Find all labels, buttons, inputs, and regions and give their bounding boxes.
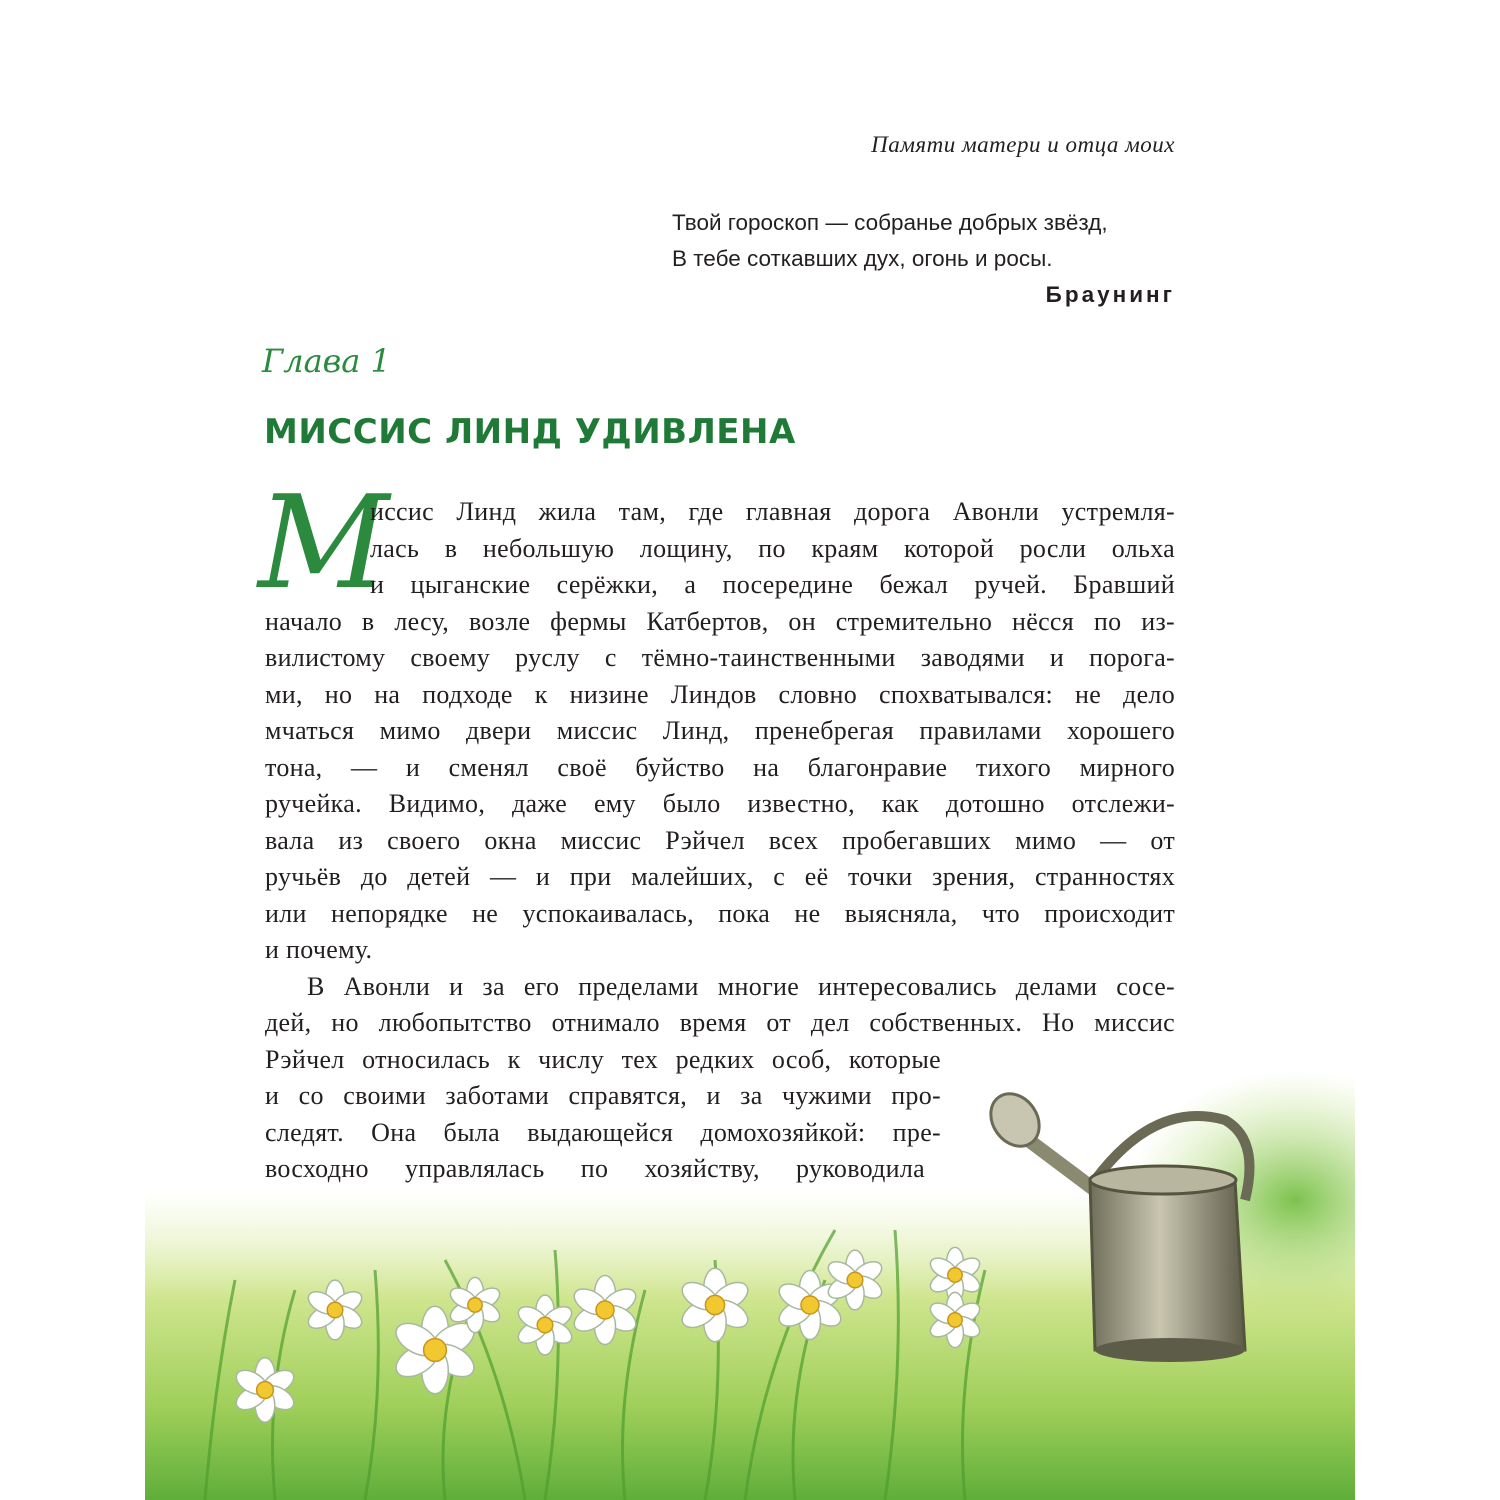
text-line: ручейка. Видимо, даже ему было известно, как дотошно отслежи- [265,789,1175,818]
daffodil-icon [305,1280,366,1340]
daffodil-icon [927,1247,983,1302]
chapter-title: МИССИС ЛИНД УДИВЛЕНА [264,412,796,452]
text-line: и цыганские серёжки, а посередине бежал ручей. Бравший [370,570,1175,599]
epigraph-author: Браунинг [1045,282,1175,307]
text-line: дей, но любопытство отнимало время от дел собственных. Но миссис [265,1008,1175,1037]
text-line: ми, но на подходе к низине Линдов словно спохватывался: не дело [265,679,1175,709]
text-line: тона, — и сменял своё буйство на благонравие тихого мирного [265,752,1175,782]
daffodil-icon [570,1276,640,1345]
text-line: ручьёв до детей — и при малейших, с её точки зрения, странностях [265,862,1175,891]
text-line: начало в лесу, возле фермы Катбертов, он стремительно нёсся по из- [265,606,1175,636]
daffodil-icon [515,1295,576,1355]
daffodil-icon [447,1277,503,1332]
text-line: Рэйчел относилась к числу тех редких особ, которые [265,1044,941,1074]
drop-cap: М [258,469,390,618]
text-line: следят. Она была выдающейся домохозяйкой: пре- [265,1117,941,1147]
text-line: мчаться мимо двери миссис Линд, пренебрегая правилами хорошего [265,716,1175,745]
text-line: и со своими заботами справятся, и за чужими про- [265,1081,941,1110]
text-line: В Авонли и за его пределами многие интересовались делами сосе- [307,971,1175,1001]
daffodil-icon [232,1358,298,1422]
text-line: лась в небольшую лощину, по краям которой росли ольха [370,533,1175,563]
epigraph-line: Твой гороскоп — собранье добрых звёзд, [672,210,1108,235]
text-line: или непорядке не успокаивалась, пока не выясняла, что происходит [265,898,1175,928]
epigraph-line: В тебе соткавших дух, огонь и росы. [672,246,1053,271]
text-line: и почему. [265,935,373,964]
daffodil-icon [391,1306,480,1393]
text-line: иссис Линд жила там, где главная дорога Авонли устремля- [370,497,1175,526]
daffodil-icon [825,1250,886,1310]
daffodil-icon [927,1292,983,1347]
body-text [265,494,1175,1188]
epigraph [672,205,1175,313]
daffodils [232,1247,983,1422]
chapter-number: Глава 1 [262,342,391,380]
dedication: Памяти матери и отца моих [871,132,1175,157]
grass-blades [205,1230,985,1500]
grass-wash [145,1190,1355,1500]
daffodil-icon [678,1268,753,1342]
text-line: восходно управлялась по хозяйству, руководила [265,1154,925,1183]
daffodil-icon [775,1271,845,1340]
text-line: вилистому своему руслу с тёмно-таинственными заводями и порога- [265,643,1175,672]
text-line: вала из своего окна миссис Рэйчел всех пробегавших мимо — от [265,825,1175,855]
